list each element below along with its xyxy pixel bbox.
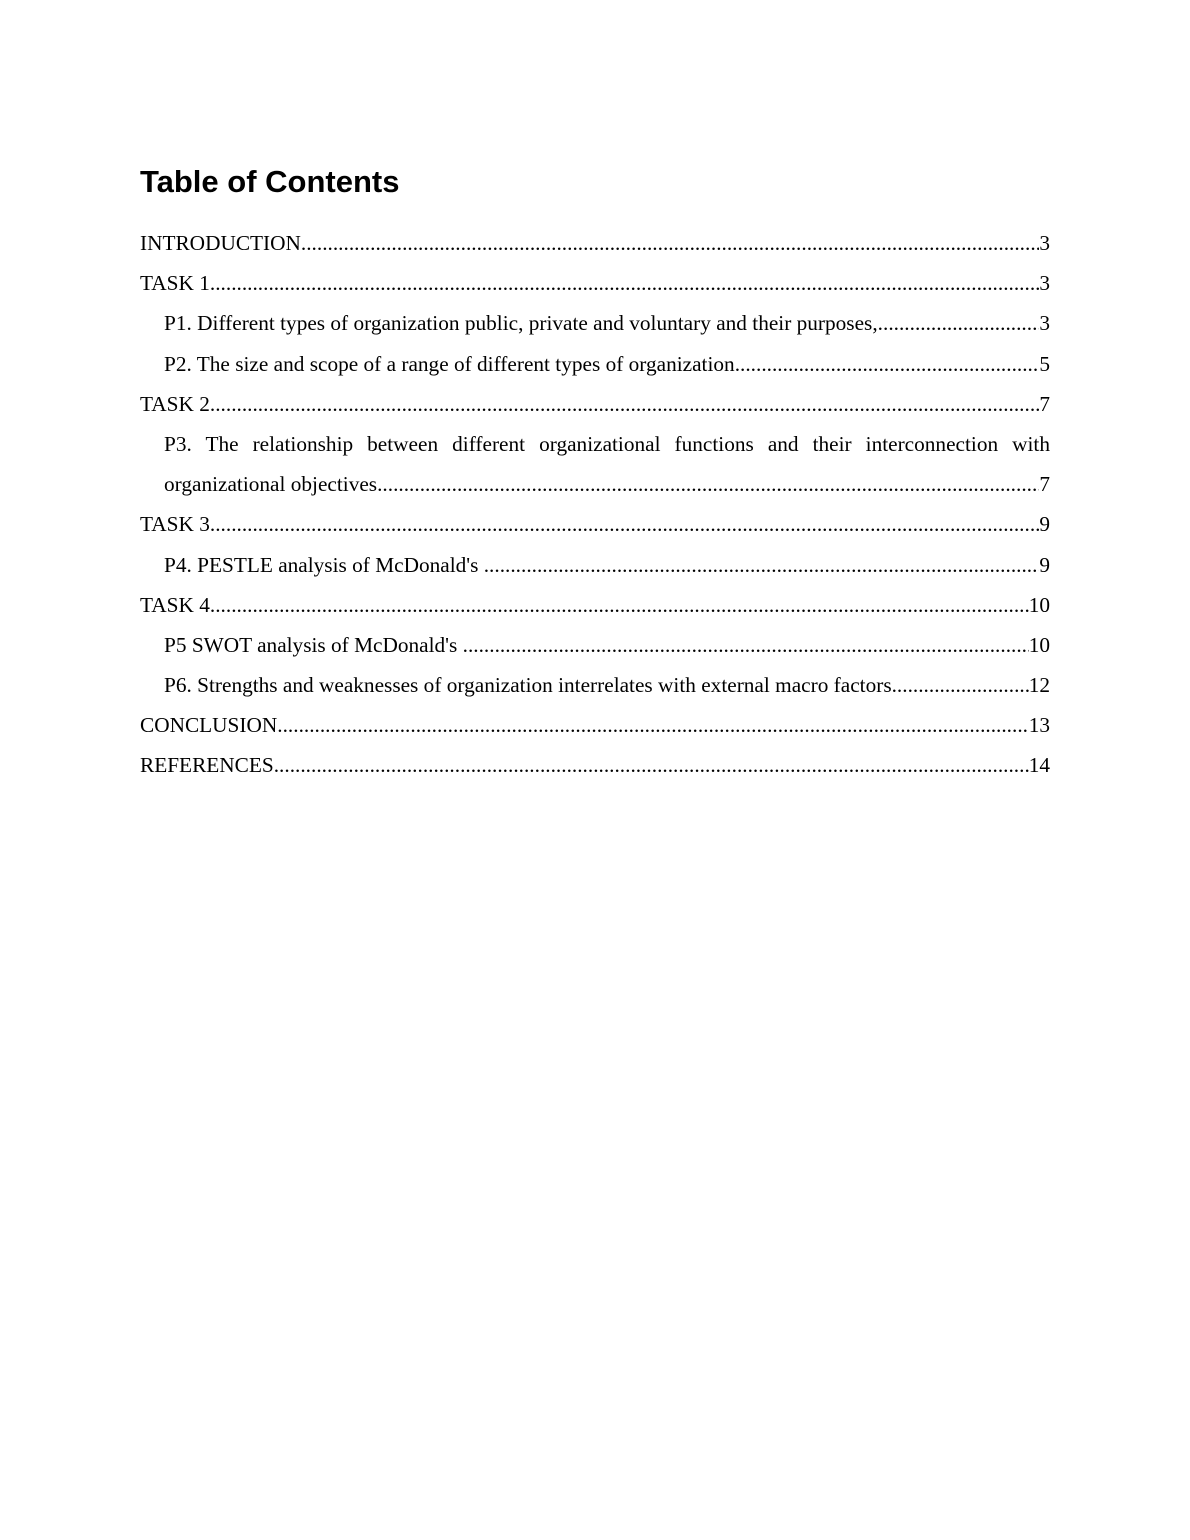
dot-leader <box>735 344 1040 384</box>
toc-page-number: 7 <box>1039 391 1050 416</box>
toc-entry-task-4[interactable] <box>140 585 1050 625</box>
toc-entry-p4[interactable] <box>140 545 1050 585</box>
toc-entry-label-line-2: organizational objectives <box>164 472 378 497</box>
toc-page-number: 12 <box>1028 673 1050 698</box>
toc-entry-conclusion[interactable] <box>140 705 1050 745</box>
dot-leader <box>301 223 1039 263</box>
toc-page-number: 13 <box>1028 713 1050 738</box>
toc-entry-label: P5 SWOT analysis of McDonald's <box>164 632 463 657</box>
toc-entry-introduction[interactable] <box>140 223 1050 263</box>
toc-entry-label: P2. The size and scope of a range of different types of organization <box>164 351 735 376</box>
toc-entry-task-1[interactable] <box>140 263 1050 303</box>
dot-leader <box>277 705 1028 745</box>
dot-leader <box>210 585 1029 625</box>
dot-leader <box>210 504 1039 544</box>
dot-leader <box>484 545 1040 585</box>
toc-page-number: 3 <box>1039 311 1050 336</box>
toc-entry-label: P4. PESTLE analysis of McDonald's <box>164 552 484 577</box>
toc-entry-references[interactable] <box>140 745 1050 785</box>
toc-page-number: 14 <box>1028 753 1050 778</box>
dot-leader <box>377 464 1039 504</box>
dot-leader <box>210 263 1039 303</box>
toc-entry-p1[interactable] <box>140 303 1050 343</box>
toc-page-number: 3 <box>1039 271 1050 296</box>
toc-entry-p6[interactable] <box>140 665 1050 705</box>
toc-entry-task-2[interactable] <box>140 384 1050 424</box>
dot-leader <box>274 745 1029 785</box>
toc-entry-task-3[interactable] <box>140 504 1050 544</box>
toc-entry-label: P1. Different types of organization public, private and voluntary and their purposes, <box>164 311 878 336</box>
toc-page-number: 9 <box>1039 512 1050 537</box>
toc-title: Table of Contents <box>140 164 400 199</box>
toc-page-number: 10 <box>1028 592 1050 617</box>
toc-entry-p3[interactable] <box>140 424 1050 504</box>
toc-entry-label: INTRODUCTION <box>140 231 301 255</box>
toc-entry-label: CONCLUSION <box>140 713 278 738</box>
dot-leader <box>210 384 1039 424</box>
dot-leader <box>878 303 1040 343</box>
toc-list <box>140 223 1050 786</box>
toc-entry-p5[interactable] <box>140 625 1050 665</box>
toc-page-number: 3 <box>1039 231 1050 255</box>
toc-entry-label: REFERENCES <box>140 753 274 778</box>
toc-entry-p2[interactable] <box>140 344 1050 384</box>
toc-entry-label: TASK 3 <box>140 512 210 537</box>
toc-entry-label: P6. Strengths and weaknesses of organization interrelates with external macro factors <box>164 673 892 698</box>
toc-page-number: 7 <box>1039 472 1050 497</box>
toc-page-number: 5 <box>1039 351 1050 376</box>
toc-entry-label: TASK 4 <box>140 592 210 617</box>
toc-entry-second-line <box>164 464 1050 504</box>
dot-leader <box>463 625 1029 665</box>
toc-entry-label: TASK 2 <box>140 391 210 416</box>
toc-entry-label-line-1: P3. The relationship between different organizational functions and their interconnection with <box>164 431 1050 456</box>
toc-page-number: 10 <box>1028 632 1050 657</box>
toc-page-number: 9 <box>1039 552 1050 577</box>
toc-entry-label: TASK 1 <box>140 271 210 296</box>
dot-leader <box>892 665 1029 705</box>
